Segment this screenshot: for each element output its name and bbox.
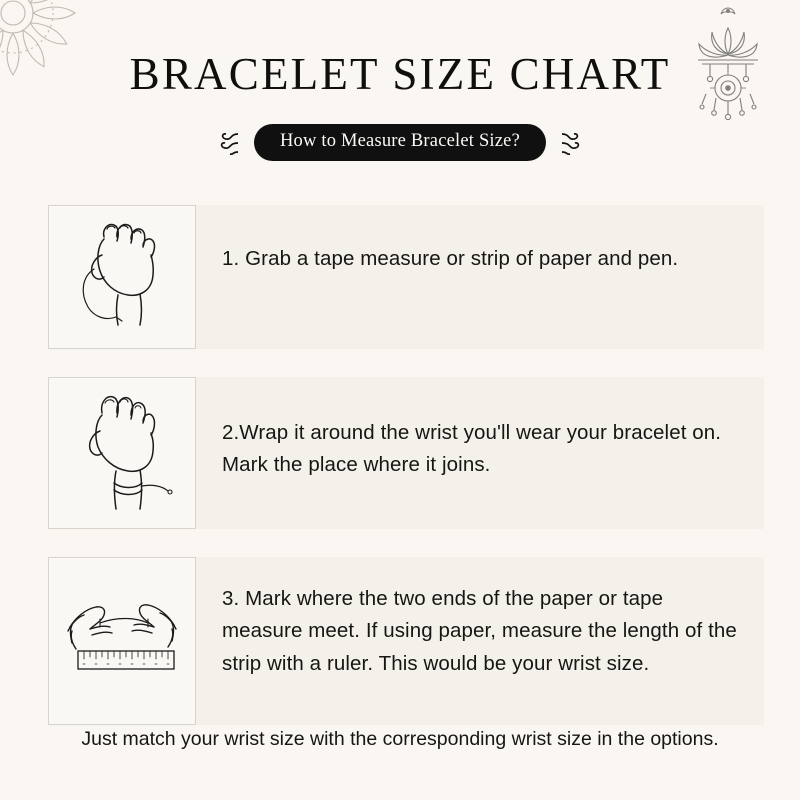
- subtitle-row: [0, 124, 800, 161]
- step-item: [48, 377, 764, 529]
- hands-measuring-strip-with-ruler-illustration: [56, 573, 188, 709]
- hand-with-tape-around-wrist-illustration: [58, 387, 186, 519]
- swirl-ornament-right: [558, 130, 584, 156]
- step-item: [48, 557, 764, 725]
- step-1-image: [48, 205, 196, 349]
- swirl-ornament-left: [216, 130, 242, 156]
- subtitle-pill: How to Measure Bracelet Size?: [254, 124, 546, 161]
- footer-note: Just match your wrist size with the corresponding wrist size in the options.: [81, 728, 719, 750]
- step-3-image: [48, 557, 196, 725]
- step-3-text: 3. Mark where the two ends of the paper or tape measure meet. If using paper, measure the length of the strip with a ruler. This would be your wrist size.: [222, 587, 737, 675]
- step-item: [48, 205, 764, 349]
- page-title: BRACELET SIZE CHART: [129, 49, 671, 99]
- step-1-text: 1. Grab a tape measure or strip of paper and pen.: [222, 247, 679, 270]
- hand-holding-pen-illustration: [58, 215, 186, 339]
- step-2-image: [48, 377, 196, 529]
- step-2-text: 2.Wrap it around the wrist you'll wear your bracelet on. Mark the place where it joins.: [222, 421, 722, 477]
- steps-list: [48, 205, 764, 753]
